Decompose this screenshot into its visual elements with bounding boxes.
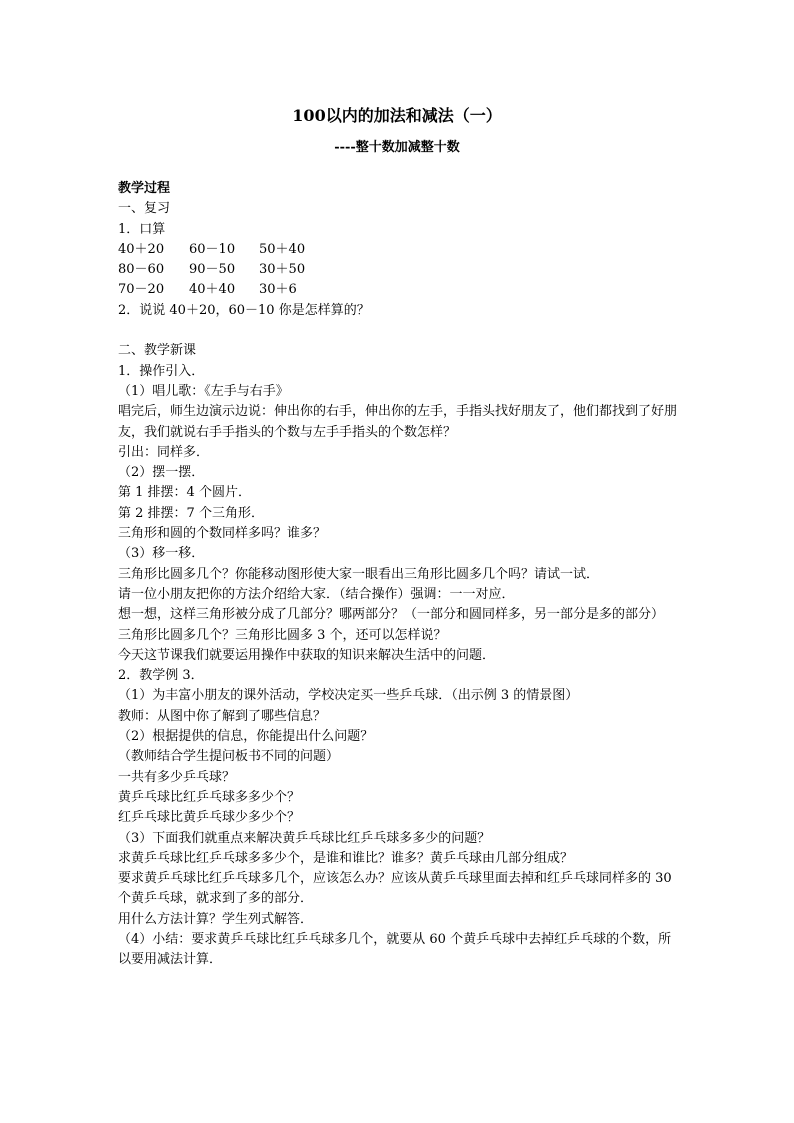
review-heading: 一、复习 bbox=[118, 201, 171, 217]
blank-line bbox=[118, 321, 684, 341]
lesson-section bbox=[118, 341, 684, 970]
lesson-line: （3）移一移． bbox=[118, 546, 205, 562]
document-title: 100以内的加法和减法（一） bbox=[292, 106, 502, 125]
calc-cell: 40＋40 bbox=[189, 282, 236, 298]
calc-cell: 30＋50 bbox=[259, 262, 306, 278]
document-body bbox=[118, 179, 684, 971]
calc-row bbox=[118, 240, 684, 260]
lesson-line: （3）下面我们就重点来解决黄乒乓球比红乒乓球多多少的问题？ bbox=[118, 830, 491, 846]
document-subtitle: ----整十数加减整十数 bbox=[334, 140, 460, 155]
lesson-line: 今天这节课我们就要运用操作中获取的知识来解决生活中的问题． bbox=[118, 647, 496, 663]
calc-cell: 40＋20 bbox=[118, 241, 165, 257]
lesson-line: （4）小结：要求黄乒乓球比红乒乓球多几个，就要从 60 个黄乒乓球中去掉红乒乓球的个数，所以要用减法计算． bbox=[118, 931, 672, 968]
calc-row bbox=[118, 280, 684, 300]
review-item-2: 2．说说 40＋20，60－10 你是怎样算的？ bbox=[118, 302, 370, 318]
lesson-line: 三角形和圆的个数同样多吗？谁多？ bbox=[118, 526, 327, 542]
calc-cell: 50＋40 bbox=[259, 241, 306, 257]
lesson-line: （1）唱儿歌：《左手与右手》 bbox=[118, 383, 289, 399]
lesson-line: （2）根据提供的信息，你能提出什么问题？ bbox=[118, 729, 374, 745]
lesson-line: 二、教学新课 bbox=[118, 343, 197, 359]
lesson-line: 请一位小朋友把你的方法介绍给大家．（结合操作）强调：一一对应． bbox=[118, 586, 515, 602]
lesson-line: 第 1 排摆：4 个圆片． bbox=[118, 485, 251, 501]
section-heading: 教学过程 bbox=[118, 181, 171, 196]
lesson-line: 想一想，这样三角形被分成了几部分？哪两部分？（一部分和圆同样多，另一部分是多的部分） bbox=[118, 607, 665, 623]
review-item-1: 1．口算 bbox=[118, 221, 166, 237]
calc-cell: 90－50 bbox=[189, 262, 236, 278]
calc-cell: 80－60 bbox=[118, 262, 165, 278]
lesson-line: 三角形比圆多几个？你能移动图形使大家一眼看出三角形比圆多几个吗？请试一试． bbox=[118, 566, 600, 582]
lesson-line: 用什么方法计算？学生列式解答． bbox=[118, 911, 314, 927]
calc-cell: 60－10 bbox=[189, 241, 236, 257]
lesson-line: 2．教学例 3． bbox=[118, 668, 204, 684]
lesson-line: 一共有多少乒乓球？ bbox=[118, 769, 236, 785]
lesson-line: 唱完后，师生边演示边说：伸出你的右手，伸出你的左手，手指头找好朋友了，他们都找到了好朋友，我们就说右手手指头的个数与左手手指头的个数怎样？ bbox=[118, 404, 678, 440]
lesson-line: 1．操作引入． bbox=[118, 363, 205, 379]
calc-row bbox=[118, 260, 684, 280]
lesson-line: 第 2 排摆：7 个三角形． bbox=[118, 505, 264, 521]
lesson-line: （1）为丰富小朋友的课外活动，学校决定买一些乒乓球．（出示例 3 的情景图） bbox=[118, 688, 579, 704]
lesson-line: （教师结合学生提问板书不同的问题） bbox=[118, 749, 340, 765]
lesson-line: 求黄乒乓球比红乒乓球多多少个，是谁和谁比？谁多？黄乒乓球由几部分组成？ bbox=[118, 850, 574, 866]
lesson-line: 三角形比圆多几个？三角形比圆多 3 个，还可以怎样说？ bbox=[118, 627, 447, 643]
calc-cell: 30＋6 bbox=[259, 282, 297, 298]
lesson-line: 教师：从图中你了解到了哪些信息？ bbox=[118, 708, 327, 724]
lesson-line: 引出：同样多． bbox=[118, 444, 210, 460]
lesson-line: （2）摆一摆． bbox=[118, 465, 205, 481]
lesson-line: 要求黄乒乓球比红乒乓球多几个，应该怎么办？应该从黄乒乓球里面去掉和红乒乓球同样多的 30 个黄乒乓球，就求到了多的部分． bbox=[118, 871, 676, 907]
lesson-line: 红乒乓球比黄乒乓球少多少个？ bbox=[118, 810, 301, 826]
lesson-line: 黄乒乓球比红乒乓球多多少个？ bbox=[118, 789, 301, 805]
calc-cell: 70－20 bbox=[118, 282, 165, 298]
